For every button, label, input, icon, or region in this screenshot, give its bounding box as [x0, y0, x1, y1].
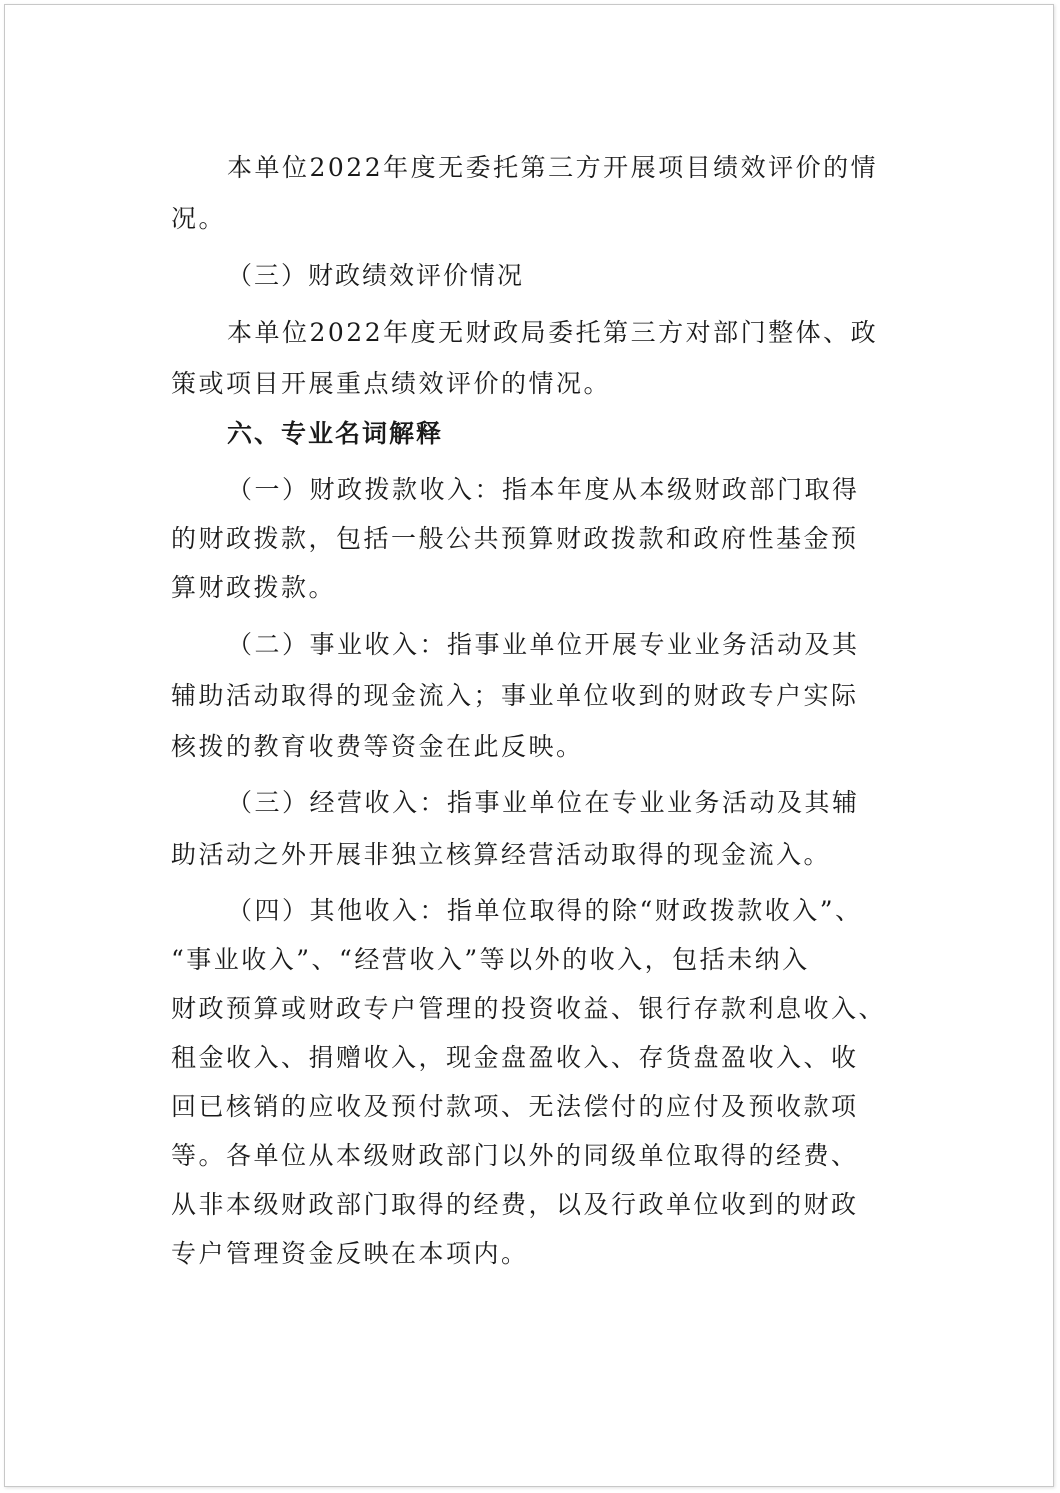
paragraph-line: 财政预算或财政专户管理的投资收益、银行存款利息收入、	[171, 994, 887, 1023]
paragraph-line: 助活动之外开展非独立核算经营活动取得的现金流入。	[171, 840, 832, 869]
paragraph-line: 算财政拨款。	[171, 573, 337, 602]
document-page	[4, 4, 1054, 1487]
paragraph-line: 从非本级财政部门取得的经费，以及行政单位收到的财政	[171, 1190, 859, 1219]
paragraph-line: 策或项目开展重点绩效评价的情况。	[171, 369, 612, 398]
paragraph-line: 核拨的教育收费等资金在此反映。	[171, 732, 584, 761]
paragraph-line: 专户管理资金反映在本项内。	[171, 1239, 529, 1268]
section-heading-6: 六、专业名词解释	[227, 419, 444, 448]
paragraph-line: （四）其他收入：指单位取得的除“财政拨款收入”、	[227, 896, 863, 925]
paragraph-line: “事业收入”、“经营收入”等以外的收入，包括未纳入	[171, 945, 810, 974]
paragraph-line: 等。各单位从本级财政部门以外的同级单位取得的经费、	[171, 1141, 859, 1170]
paragraph-line: （三）经营收入：指事业单位在专业业务活动及其辅	[227, 788, 860, 817]
paragraph-line: 辅助活动取得的现金流入；事业单位收到的财政专户实际	[171, 681, 859, 710]
paragraph-line: 的财政拨款，包括一般公共预算财政拨款和政府性基金预	[171, 524, 859, 553]
paragraph-line: （一）财政拨款收入：指本年度从本级财政部门取得	[227, 475, 860, 504]
paragraph-line: 本单位2022年度无委托第三方开展项目绩效评价的情	[227, 153, 879, 182]
paragraph-line: 况。	[171, 204, 227, 233]
section-heading-3: （三）财政绩效评价情况	[227, 261, 525, 290]
paragraph-line: 租金收入、捐赠收入，现金盘盈收入、存货盘盈收入、收	[171, 1043, 859, 1072]
paragraph-line: 回已核销的应收及预付款项、无法偿付的应付及预收款项	[171, 1092, 859, 1121]
paragraph-line: 本单位2022年度无财政局委托第三方对部门整体、政	[227, 318, 879, 347]
paragraph-line: （二）事业收入：指事业单位开展专业业务活动及其	[227, 630, 860, 659]
